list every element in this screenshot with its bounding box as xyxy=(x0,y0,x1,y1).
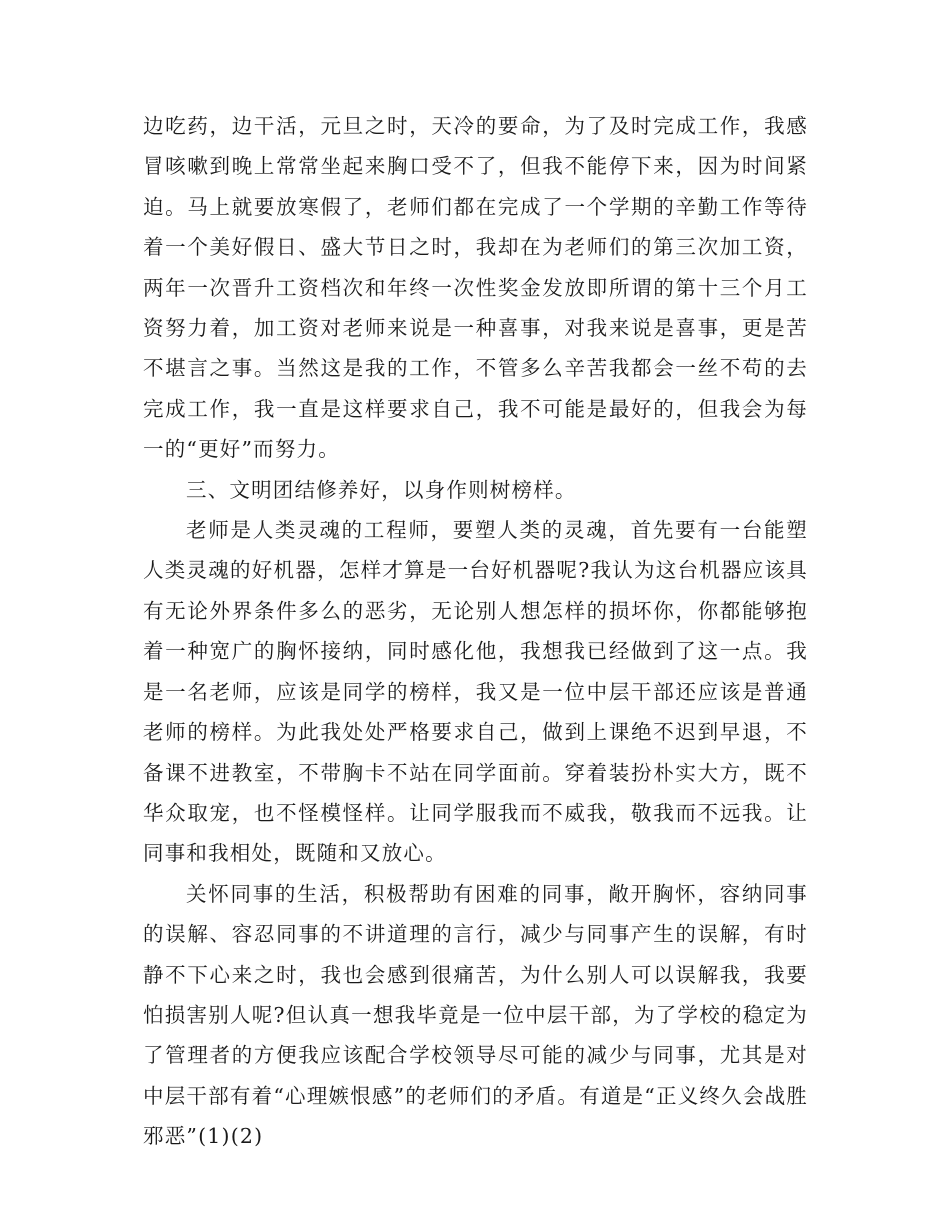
section-heading-civility: 三、文明团结修养好，以身作则树榜样。 xyxy=(186,477,577,502)
paragraph-work-hardship: 边吃药，边干活，元旦之时，天冷的要命，为了及时完成工作，我感冒咳嗽到晚上常常坐起来胸口受不了，但我不能停下来，因为时间紧迫。马上就要放寒假了，老师们都在完成了一个学期的辛勤工作等待着一个美好假日、盛大节日之时，我却在为老师们的第三次加工资，两年一次晋升工资档次和年终一次性奖金发放即所谓的第十三个月工资努力着，加工资对老师来说是一种喜事，对我来说是喜事，更是苦不堪言之事。当然这是我的工作，不管多么辛苦我都会一丝不苟的去完成工作，我一直是这样要求自己，我不可能是最好的，但我会为每一的“更好”而努力。 xyxy=(143,114,808,462)
document-body xyxy=(143,106,808,1157)
paragraph-teacher-role-model: 老师是人类灵魂的工程师，要塑人类的灵魂，首先要有一台能塑人类灵魂的好机器，怎样才算是一台好机器呢?我认为这台机器应该具有无论外界条件多么的恶劣，无论别人想怎样的损坏你，你都能够抱着一种宽广的胸怀接纳，同时感化他，我想我已经做到了这一点。我是一名老师，应该是同学的榜样，我又是一位中层干部还应该是普通老师的榜样。为此我处处严格要求自己，做到上课绝不迟到早退，不备课不进教室，不带胸卡不站在同学面前。穿着装扮朴实大方，既不华众取宠，也不怪模怪样。让同学服我而不威我，敬我而不远我。让同事和我相处，既随和又放心。 xyxy=(143,518,808,866)
paragraph-caring-colleagues: 关怀同事的生活，积极帮助有困难的同事，敞开胸怀，容纳同事的误解、容忍同事的不讲道理的言行，减少与同事产生的误解，有时静不下心来之时，我也会感到很痛苦，为什么别人可以误解我，我要怕损害别人呢?但认真一想我毕竟是一位中层干部，为了学校的稳定为了管理者的方便我应该配合学校领导尽可能的减少与同事，尤其是对中层干部有着“心理嫉恨感”的老师们的矛盾。有道是“正义终久会战胜邪恶”(1)(2) xyxy=(143,881,808,1149)
